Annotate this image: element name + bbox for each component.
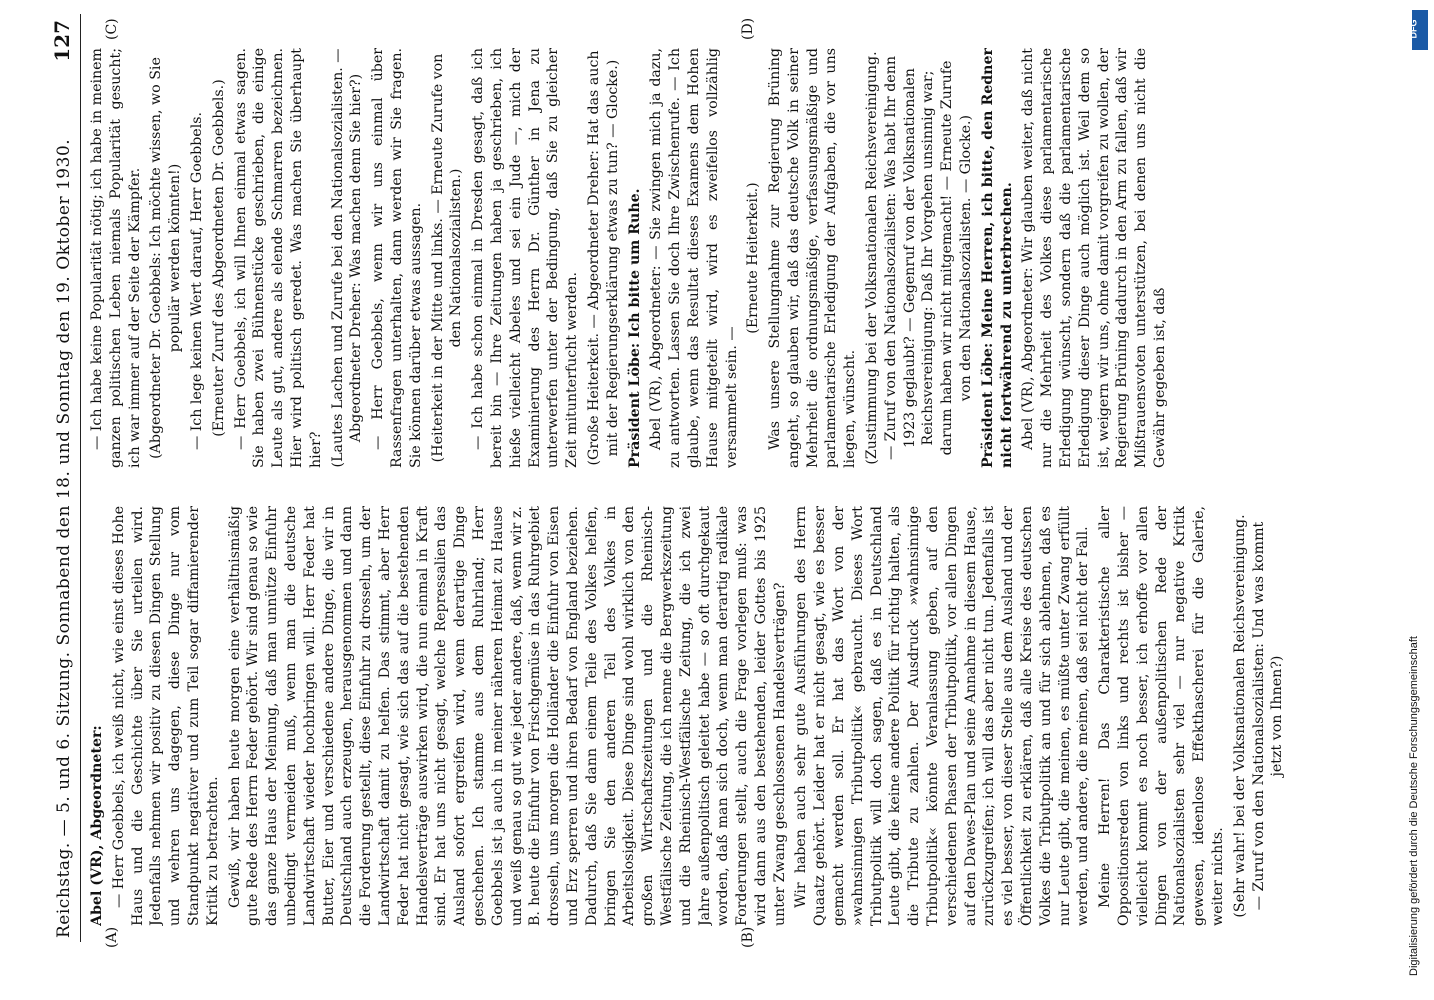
margin-marker-b: (B) (740, 926, 756, 948)
paragraph: — Herr Goebbels, wenn wir uns einmal über Rassenfragen unterhalten, dann werden wir Sie fragen. Sie können darüber etwas aussagen. (370, 48, 424, 468)
dfg-logo: DFG (1412, 10, 1428, 50)
header-rule (80, 14, 81, 942)
interjection: (Zustimmung bei der Volksnationalen Reichsvereinigung. — Zuruf von den Nationalsozialisten: Was habt Ihr denn 1923 geglaubt? — Gegenruf von der Volksnationalen Reichsvereinigung: Daß Ihr Vorgehen unsinnig war; darum haben wir nicht mitgemacht! — Erneute Zurufe von den Nationalsozialisten. — Glocke.) (864, 51, 975, 465)
interjection: (Große Heiterkeit. — Abgeordneter Dreher: Hat das auch mit der Regierungserklärung etwas zu tun? — Glocke.) (585, 50, 621, 466)
margin-marker-a: (A) (104, 926, 120, 948)
page-number: 127 (50, 20, 74, 62)
interjection: (Erneuter Zuruf des Abgeordneten Dr. Goebbels.) (210, 79, 227, 437)
speaker-line: Abel (VR), Abgeordneter: (89, 725, 105, 926)
paragraph: — Herr Goebbels, ich weiß nicht, wie einst dieses Hohe Haus und die Geschichte über Sie urteilen wird. Jedenfalls nehmen wir positiv zu diesen Dingen Stellung und wehren uns dagegen, diese Dinge nur vom Standpunkt negativer und zum Teil sogar diffamierender Kritik zu betrachten. (110, 506, 221, 926)
paragraph: Was unsere Stellungnahme zur Regierung Brüning angeht, so glauben wir, daß das deutsche Volk in seiner Mehrheit die ordnungsmäßige, verfassungsmäßige und parlamentarische Erledigung der Aufgaben, die vor uns liegen, wünscht. (767, 48, 859, 468)
paragraph: Meine Herren! Das Charakteristische aller Oppositionsreden von links und rechts ist bisher — vielleicht kommt es noch besser, ich erhoffe vor allen Dingen von der außenpolitischen Rede der Nationalsozialisten sehr viel — nur negative Kritik gewesen, ideenlose Effekthascherei für die Galerie, weiter nichts. (1097, 506, 1227, 926)
margin-marker-d: (D) (740, 17, 756, 40)
paragraph: — Herr Goebbels, ich will Ihnen einmal etwas sagen. Sie haben zwei Bühnenstücke geschrieben, die einige Leute als gut, andere als elende Schmarren bezeichnen. Hier wird politisch geredet. Was machen Sie überhaupt hier? (232, 48, 324, 468)
credit-text (1408, 16, 1430, 996)
page-content (40, 8, 1370, 948)
right-column (88, 48, 1338, 468)
interjection: (Lautes Lachen und Zurufe bei den Nationalsozialisten. — Abgeordneter Dreher: Was machen denn Sie hier?) (329, 48, 365, 468)
paragraph: Abel (VR), Abgeordneter: — Sie zwingen mich ja dazu, zu antworten. Lassen Sie doch Ihre Zwischenrufe. — Ich glaube, wenn das Resultat dieses Examens dem Hohen Hause mitgeteilt wird, wird es zweifellos vollzählig versammelt sein. — (648, 48, 740, 468)
paragraph: Abel (VR), Abgeordneter: Wir glauben weiter, daß nicht nur die Mehrheit des Volkes diese parlamentarische Erledigung wünscht, sondern daß die parlamentarische Erledigung dieser Dinge auch möglich ist. Weil dem so ist, weigern wir uns, ohne damit vorgreifen zu wollen, der Regierung Brüning dadurch in den Arm zu fallen, daß wir Mißtrauensvoten unterstützen, bei denen uns nicht die Gewähr gegeben ist, daß (1020, 48, 1169, 468)
paragraph: — Ich habe schon einmal in Dresden gesagt, daß ich bereit bin — Ihre Zeitungen haben ja geschrieben, ich hieße vielleicht Abeles und sei ein Jude —, mich der Examinierung des Herrn Dr. Günther in Jena zu unterwerfen unter der Bedingung, daß Sie zu gleicher Zeit mitunterfucht werden. (470, 48, 581, 468)
paragraph: — Ich lege keinen Wert darauf, Herr Goebbels. (188, 111, 205, 450)
paragraph: Wir haben auch sehr gute Ausführungen des Herrn Quaatz gehört. Leider hat er nicht gesagt, wie es besser gemacht werden soll. Er hat das Wort von der »wahnsinnigen Tributpolitik« gebraucht. Dieses Wort Tributpolitik will doch sagen, daß es in Deutschland Leute gibt, die keine andere Politik für richtig halten, als die Tribute zu zahlen. Der Ausdruck »wahnsinnige Tributpolitik« könnte Veranlassung geben, auf den verschiedenen Phasen der Tributpolitik, vor allen Dingen auf den Dawes-Plan und seine Annahme in diesem Hause, zurückzugreifen; ich will das aber nicht tun. Jedenfalls ist es viel besser, von dieser Stelle aus dem Ausland und der Öffentlichkeit zu erklären, daß alle Kreise des deutschen Volkes die Tributpolitik an und für sich ablehnen, daß es nur Leute gibt, die meinen, es müßte unter Zwang erfüllt werden, und andere, die meinen, daß sei nicht der Fall. (793, 506, 1092, 926)
digitization-sidebar (1404, 0, 1434, 1000)
credit-label: Digitalisierung gefördert durch die Deutsche Forschungsgemeinschaft (1408, 636, 1420, 976)
president-remark: Präsident Löbe: Meine Herren, ich bitte, den Redner nicht fortwährend zu unterbrechen. (979, 48, 1015, 468)
running-title: Reichstag. — 5. und 6. Sitzung. Sonnabend den 18. und Sonntag den 19. Oktober 1930. (54, 138, 74, 938)
left-column (88, 506, 1338, 926)
interjection: (Sehr wahr! bei der Volksnationalen Reichsvereinigung. — Zuruf von den Nationalsozialisten: Und was kommt jetzt von Ihnen?) (1231, 514, 1286, 918)
rotated-print-area (40, 8, 1370, 948)
interjection: (Abgeordneter Dr. Goebbels: Ich möchte wissen, wo Sie populär werden könnten!) (148, 57, 184, 459)
interjection: (Heiterkeit in der Mitte und links. — Erneute Zurufe von den Nationalsozialisten.) (429, 53, 465, 463)
margin-marker-c: (C) (104, 18, 120, 40)
president-remark: Präsident Löbe: Ich bitte um Ruhe. (626, 188, 643, 468)
paragraph: — Ich habe keine Popularität nötig; ich habe in meinem ganzen politischen Leben niemals Popularität gesucht; ich war immer auf der Seite der Kämpfer. (89, 48, 143, 468)
paragraph: Gewiß, wir haben heute morgen eine verhältnismäßig gute Rede des Herrn Feder gehört. Wir sind genau so wie das ganze Haus der Meinung, daß man unnütze Einfuhr unbedingt vermeiden muß, wenn man die deutsche Landwirtschaft wieder hochbringen will. Herr Feder hat Butter, Eier und verschiedene andere Dinge, die wir in Deutschland auch erzeugen, herausgenommen und dann die Forderung gestellt, diese Einfuhr zu drosseln, um der Landwirtschaft damit zu helfen. Das stimmt, aber Herr Feder hat nicht gesagt, wie sich das auf die bestehenden Handelsverträge auswirken wird, die nun einmal in Kraft sind. Er hat uns nicht gesagt, welche Repressalien das Ausland sofort ergreifen wird, wenn derartige Dinge geschehen. Ich stamme aus dem Ruhrland; Herr Goebbels ist ja auch in meiner näheren Heimat zu Hause und weiß genau so gut wie jeder andere, daß, wenn wir z. B. heute die Einfuhr von Frischgemüse in das Ruhrgebiet drosseln, uns morgen die Holländer die Einfuhr von Eisen und Erz sperren und ihren Bedarf von England beziehen. Dadurch, daß Sie dann einem Teile des Volkes helfen, bringen Sie den anderen Teil des Volkes in Arbeitslosigkeit. Diese Dinge sind wohl wirklich von den großen Wirtschaftszeitungen und die Rheinisch-Westfälische Zeitung, die ich nenne die Bergwerkszeitung und die Rheinisch-Westfälische Zeitung, die ich zwei Jahre außenpolitisch geleitet habe — so oft durchgekaut worden, daß man sich doch, wenn man derartig radikale Forderungen stellt, auch die Frage vorlegen muß: was wird dann aus den bestehenden, leider Gottes bis 1925 unter Zwang geschlossenen Handelsverträgen? (226, 506, 788, 926)
interjection: (Erneute Heiterkeit.) (745, 182, 762, 334)
